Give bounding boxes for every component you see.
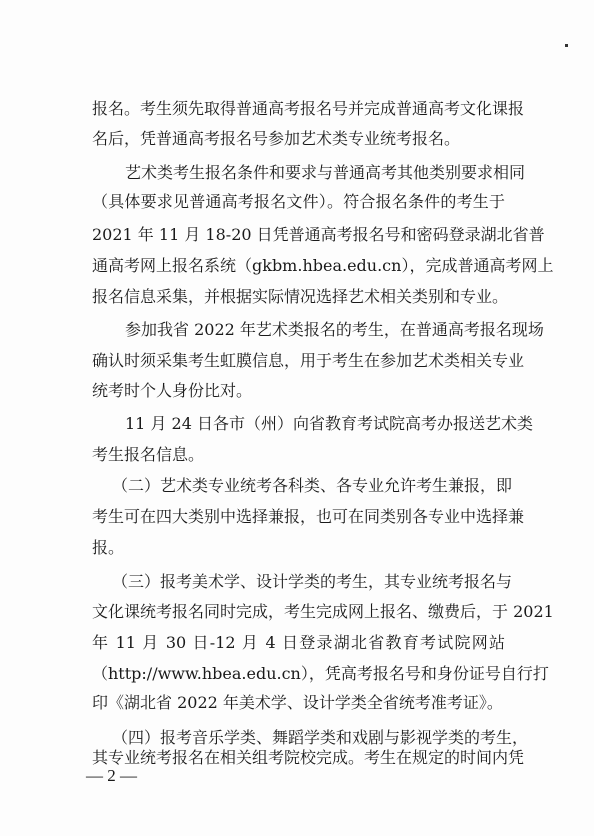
text-line: 印《湖北省 2022 年美术学、设计学类全省统考准考证》。 (92, 693, 503, 712)
text-line: 报名信息采集，并根据实际情况选择艺术相关类别和专业。 (92, 287, 509, 306)
text-line: 参加我省 2022 年艺术类报名的考生，在普通高考报名现场 (125, 320, 544, 339)
text-line: （四）报考音乐学类、舞蹈学类和戏剧与影视学类的考生， (112, 728, 529, 747)
text-line: 通高考网上报名系统（gkbm.hbea.edu.cn），完成普通高考网上 (92, 256, 554, 275)
scan-mark (565, 44, 568, 47)
text-line: 其专业统考报名在相关组考院校完成。考生在规定的时间内凭 (92, 748, 525, 767)
text-line: （三）报考美术学、设计学类的考生，其专业统考报名与 (112, 572, 513, 591)
text-line: （具体要求见普通高考报名文件）。符合报名条件的考生于 (92, 192, 505, 211)
text-line: 艺术类考生报名条件和要求与普通高考其他类别要求相同 (125, 163, 526, 182)
text-line: 统考时个人身份比对。 (92, 381, 253, 400)
text-line: 名后，凭普通高考报名号参加艺术类专业统考报名。 (92, 129, 461, 148)
text-line: 报名。考生须先取得普通高考报名号并完成普通高考文化课报 (92, 99, 525, 118)
text-line: 考生报名信息。 (92, 445, 205, 464)
text-line: 2021 年 11 月 18-20 日凭普通高考报名号和密码登录湖北省普 (92, 225, 545, 244)
text-line: 11 月 24 日各市（州）向省教育考试院高考办报送艺术类 (125, 414, 533, 433)
text-line: 文化课统考报名同时完成，考生完成网上报名、缴费后，于 2021 (92, 602, 554, 621)
text-line: （二）艺术类专业统考各科类、各专业允许考生兼报，即 (112, 476, 513, 495)
text-line: 考生可在四大类别中选择兼报，也可在同类别各专业中选择兼 (92, 507, 525, 526)
text-line: 确认时须采集考生虹膜信息，用于考生在参加艺术类相关专业 (92, 351, 525, 370)
text-line: 年 11 月 30 日-12 月 4 日登录湖北省教育考试院网站 (92, 633, 505, 652)
text-line: 报。 (92, 538, 125, 557)
page-number: — 2 — (86, 766, 137, 785)
text-line: （http://www.hbea.edu.cn），凭高考报名号和身份证号自行打 (92, 664, 549, 683)
